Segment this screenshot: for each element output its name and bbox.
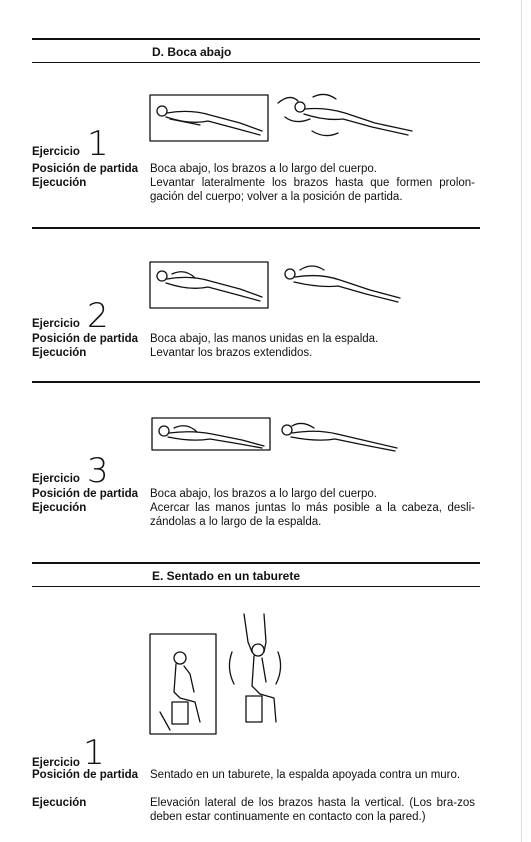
exercise-e1-number: 1 bbox=[83, 733, 105, 773]
exercise-e1-ejecucion-text: Elevación lateral de los brazos hasta la vertical. (Los bra-zos deben estar continuamente en contacto con la pared.) bbox=[150, 797, 475, 823]
wall-frame bbox=[150, 262, 268, 308]
exercise-e1-illustration bbox=[150, 612, 290, 737]
exercise-e1-posicion-text: Sentado en un taburete, la espalda apoyada contra un muro. bbox=[150, 769, 461, 781]
exercise-e1-label: Ejercicio bbox=[32, 757, 80, 769]
exercise-d2-posicion-label: Posición de partida bbox=[32, 333, 139, 345]
section-d-title: D. Boca abajo bbox=[152, 45, 232, 59]
section-e-title: E. Sentado en un taburete bbox=[152, 569, 301, 583]
exercise-d2-top-rule bbox=[32, 227, 480, 229]
exercise-d3-posicion-label: Posición de partida bbox=[32, 488, 139, 500]
exercise-e1-ejecucion-label: Ejecución bbox=[32, 797, 87, 809]
exercise-d2-ejecucion-text: Levantar los brazos extendidos. bbox=[150, 347, 313, 359]
section-e-top-rule bbox=[32, 562, 480, 564]
exercise-d2-label: Ejercicio bbox=[32, 318, 80, 330]
exercise-e1-posicion-label: Posición de partida bbox=[32, 769, 139, 781]
section-d-title-rule bbox=[32, 62, 480, 63]
exercise-d2-illustration bbox=[150, 262, 430, 317]
page-edge-line bbox=[521, 0, 522, 842]
exercise-d3-illustration bbox=[152, 418, 432, 458]
section-e-title-rule bbox=[32, 586, 480, 587]
exercise-d1-ejecucion-text: Levantar lateralmente los brazos hasta que formen prolon-gación del cuerpo; volver a la posición de partida. bbox=[150, 177, 475, 203]
exercise-d2-posicion-text: Boca abajo, las manos unidas en la espalda. bbox=[150, 333, 379, 345]
exercise-d3-top-rule bbox=[32, 381, 480, 383]
exercise-d1-label: Ejercicio bbox=[32, 146, 80, 158]
exercise-d1-posicion-text: Boca abajo, los brazos a lo largo del cuerpo. bbox=[150, 163, 377, 175]
exercise-d3-posicion-text: Boca abajo, los brazos a lo largo del cuerpo. bbox=[150, 488, 377, 500]
exercise-d3-label: Ejercicio bbox=[32, 473, 80, 485]
exercise-d1-number: 1 bbox=[87, 124, 109, 164]
exercise-d1-ejecucion-label: Ejecución bbox=[32, 177, 87, 189]
exercise-d1-illustration bbox=[150, 95, 430, 150]
exercise-d3-ejecucion-label: Ejecución bbox=[32, 502, 87, 514]
wall-frame bbox=[150, 634, 216, 734]
exercise-d3-ejecucion-text: Acercar las manos juntas lo más posible a la cabeza, desli-zándolas a lo largo de la espalda. bbox=[150, 502, 475, 528]
exercise-d1-posicion-label: Posición de partida bbox=[32, 163, 139, 175]
exercise-d3-number: 3 bbox=[87, 451, 109, 491]
exercise-d2-ejecucion-label: Ejecución bbox=[32, 347, 87, 359]
section-d-top-rule bbox=[32, 38, 480, 40]
exercise-d2-number: 2 bbox=[87, 296, 109, 336]
